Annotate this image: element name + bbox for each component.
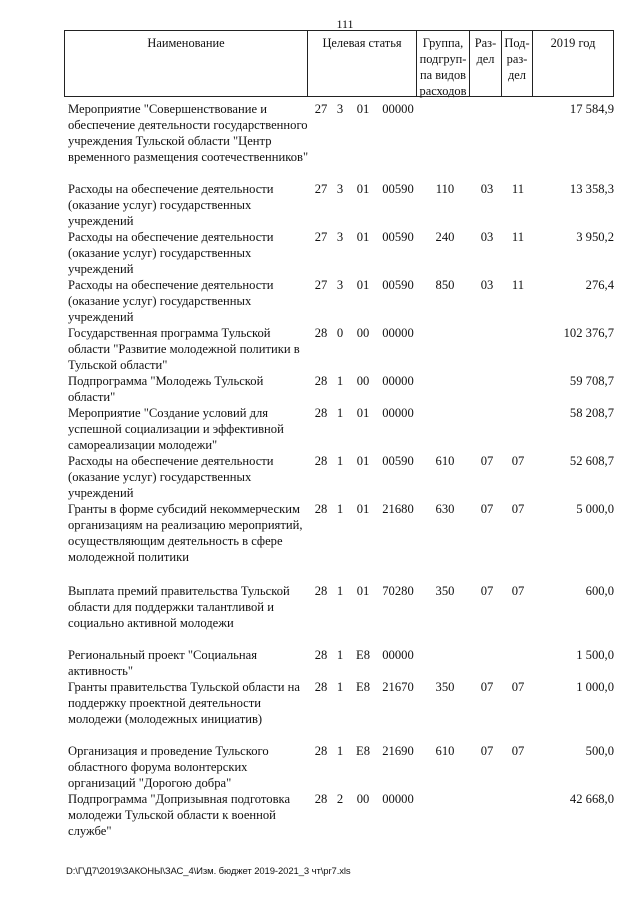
row-name: Мероприятие "Создание условий для успешной социализации и эффективной самореализации молодежи" <box>68 406 284 452</box>
row-section: 07 <box>480 744 494 758</box>
row-amount: 59 708,7 <box>569 374 614 388</box>
row-name: Мероприятие "Совершенствование и обеспечение деятельности государственного учреждения Тульской области "Центр временного размещения соотечественников" <box>68 102 309 164</box>
row-code-subprogram: 0 <box>336 326 344 340</box>
row-code-program: 28 <box>314 502 328 516</box>
row-code-program: 27 <box>314 182 328 196</box>
row-code-program: 27 <box>314 278 328 292</box>
row-code-program: 28 <box>314 374 328 388</box>
row-code-program: 28 <box>314 454 328 468</box>
row-section: 03 <box>480 278 494 292</box>
table-header <box>64 30 614 97</box>
row-code-subprogram: 1 <box>336 406 344 420</box>
header-group-line: расходов <box>419 84 467 98</box>
row-name: Гранты в форме субсидий некоммерческим организациям на реализацию мероприятий, осуществляющим деятельность в сфере молодежной политики <box>68 502 303 564</box>
row-code-event: 01 <box>356 584 370 598</box>
row-section: 07 <box>480 680 494 694</box>
header-target-article-label: Целевая статья <box>322 36 402 50</box>
header-group-line: Группа, <box>422 36 464 50</box>
header-year-cell <box>532 30 614 97</box>
row-code-direction: 21680 <box>382 502 414 516</box>
header-subsection-line: раз- <box>506 52 528 66</box>
row-subsection: 07 <box>511 744 525 758</box>
row-subsection: 11 <box>511 278 525 292</box>
row-code-event: E8 <box>356 744 370 758</box>
row-subsection: 11 <box>511 182 525 196</box>
row-code-direction: 00590 <box>382 182 414 196</box>
row-code-event: 01 <box>356 230 370 244</box>
header-target-article-cell <box>307 30 417 97</box>
row-name: Региональный проект "Социальная активность" <box>68 648 258 678</box>
row-code-subprogram: 3 <box>336 182 344 196</box>
row-expense-group: 350 <box>435 584 455 598</box>
row-name: Организация и проведение Тульского областного форума волонтерских организаций "Дорогою добра" <box>68 744 269 790</box>
row-name: Подпрограмма "Молодежь Тульской области" <box>68 374 264 404</box>
row-section: 03 <box>480 182 494 196</box>
row-expense-group: 850 <box>435 278 455 292</box>
row-code-direction: 00000 <box>382 792 414 806</box>
row-name: Подпрограмма "Допризывная подготовка молодежи Тульской области к военной службе" <box>68 792 291 838</box>
row-name: Расходы на обеспечение деятельности (оказание услуг) государственных учреждений <box>68 454 274 500</box>
row-code-subprogram: 1 <box>336 374 344 388</box>
header-subsection-cell <box>501 30 533 97</box>
row-amount: 17 584,9 <box>569 102 614 116</box>
row-amount: 5 000,0 <box>576 502 614 516</box>
row-code-program: 28 <box>314 744 328 758</box>
row-amount: 42 668,0 <box>569 792 614 806</box>
row-name: Расходы на обеспечение деятельности (оказание услуг) государственных учреждений <box>68 230 274 276</box>
row-code-subprogram: 2 <box>336 792 344 806</box>
row-code-event: 01 <box>356 454 370 468</box>
row-section: 07 <box>480 584 494 598</box>
row-code-direction: 21670 <box>382 680 414 694</box>
row-amount: 3 950,2 <box>576 230 614 244</box>
row-code-direction: 00000 <box>382 102 414 116</box>
header-group-line: па видов <box>419 68 467 82</box>
row-code-program: 27 <box>314 102 328 116</box>
row-code-direction: 70280 <box>382 584 414 598</box>
row-subsection: 07 <box>511 680 525 694</box>
row-code-subprogram: 1 <box>336 680 344 694</box>
row-code-event: 01 <box>356 102 370 116</box>
header-section-line: Раз- <box>474 36 497 50</box>
row-amount: 13 358,3 <box>569 182 614 196</box>
row-expense-group: 610 <box>435 454 455 468</box>
row-code-event: 00 <box>356 374 370 388</box>
header-year-label: 2019 год <box>550 36 596 50</box>
header-subsection-line: дел <box>508 68 526 82</box>
row-code-program: 28 <box>314 680 328 694</box>
header-name-label: Наименование <box>147 36 225 50</box>
row-code-subprogram: 3 <box>336 278 344 292</box>
row-code-program: 28 <box>314 648 328 662</box>
row-code-event: 01 <box>356 182 370 196</box>
row-code-program: 27 <box>314 230 328 244</box>
row-code-event: E8 <box>356 648 370 662</box>
row-section: 07 <box>480 454 494 468</box>
row-subsection: 11 <box>511 230 525 244</box>
row-amount: 276,4 <box>585 278 614 292</box>
row-amount: 500,0 <box>585 744 614 758</box>
row-code-subprogram: 1 <box>336 454 344 468</box>
header-section-line: дел <box>476 52 495 66</box>
header-group-cell <box>416 30 470 97</box>
row-expense-group: 350 <box>435 680 455 694</box>
row-amount: 58 208,7 <box>569 406 614 420</box>
row-code-subprogram: 1 <box>336 744 344 758</box>
row-name: Расходы на обеспечение деятельности (оказание услуг) государственных учреждений <box>68 278 274 324</box>
row-subsection: 07 <box>511 584 525 598</box>
row-amount: 52 608,7 <box>569 454 614 468</box>
row-code-subprogram: 1 <box>336 502 344 516</box>
row-amount: 1 000,0 <box>576 680 614 694</box>
row-code-direction: 00000 <box>382 326 414 340</box>
row-name: Гранты правительства Тульской области на поддержку проектной деятельности молодежи (молодежных инициатив) <box>68 680 300 726</box>
row-expense-group: 630 <box>435 502 455 516</box>
row-code-subprogram: 3 <box>336 102 344 116</box>
row-section: 07 <box>480 502 494 516</box>
row-code-direction: 00590 <box>382 230 414 244</box>
row-amount: 1 500,0 <box>576 648 614 662</box>
header-name-cell <box>64 30 308 97</box>
row-amount: 600,0 <box>585 584 614 598</box>
row-code-event: 01 <box>356 278 370 292</box>
header-section-cell <box>469 30 502 97</box>
row-subsection: 07 <box>511 454 525 468</box>
row-code-subprogram: 3 <box>336 230 344 244</box>
row-code-event: E8 <box>356 680 370 694</box>
row-subsection: 07 <box>511 502 525 516</box>
row-code-direction: 00590 <box>382 454 414 468</box>
row-code-program: 28 <box>314 584 328 598</box>
row-expense-group: 240 <box>435 230 455 244</box>
row-code-event: 01 <box>356 502 370 516</box>
page-number: 111 <box>336 17 354 31</box>
row-amount: 102 376,7 <box>563 326 614 340</box>
row-code-subprogram: 1 <box>336 648 344 662</box>
row-name: Расходы на обеспечение деятельности (оказание услуг) государственных учреждений <box>68 182 274 228</box>
row-name: Выплата премий правительства Тульской области для поддержки талантливой и социально активной молодежи <box>68 584 290 630</box>
row-code-program: 28 <box>314 792 328 806</box>
header-subsection-line: Под- <box>504 36 530 50</box>
row-code-direction: 00590 <box>382 278 414 292</box>
row-expense-group: 610 <box>435 744 455 758</box>
file-path-footer: D:\Г\Д7\2019\ЗАКОНЫ\ЗАС_4\Изм. бюджет 2019-2021_3 чт\pr7.xls <box>66 866 351 877</box>
row-expense-group: 110 <box>435 182 455 196</box>
row-code-program: 28 <box>314 326 328 340</box>
row-code-program: 28 <box>314 406 328 420</box>
header-group-line: подгруп- <box>419 52 467 66</box>
row-section: 03 <box>480 230 494 244</box>
row-code-event: 01 <box>356 406 370 420</box>
row-name: Государственная программа Тульской области "Развитие молодежной политики в Тульской области" <box>68 326 300 372</box>
row-code-direction: 00000 <box>382 406 414 420</box>
row-code-event: 00 <box>356 792 370 806</box>
row-code-direction: 21690 <box>382 744 414 758</box>
row-code-direction: 00000 <box>382 648 414 662</box>
row-code-direction: 00000 <box>382 374 414 388</box>
row-code-event: 00 <box>356 326 370 340</box>
row-code-subprogram: 1 <box>336 584 344 598</box>
